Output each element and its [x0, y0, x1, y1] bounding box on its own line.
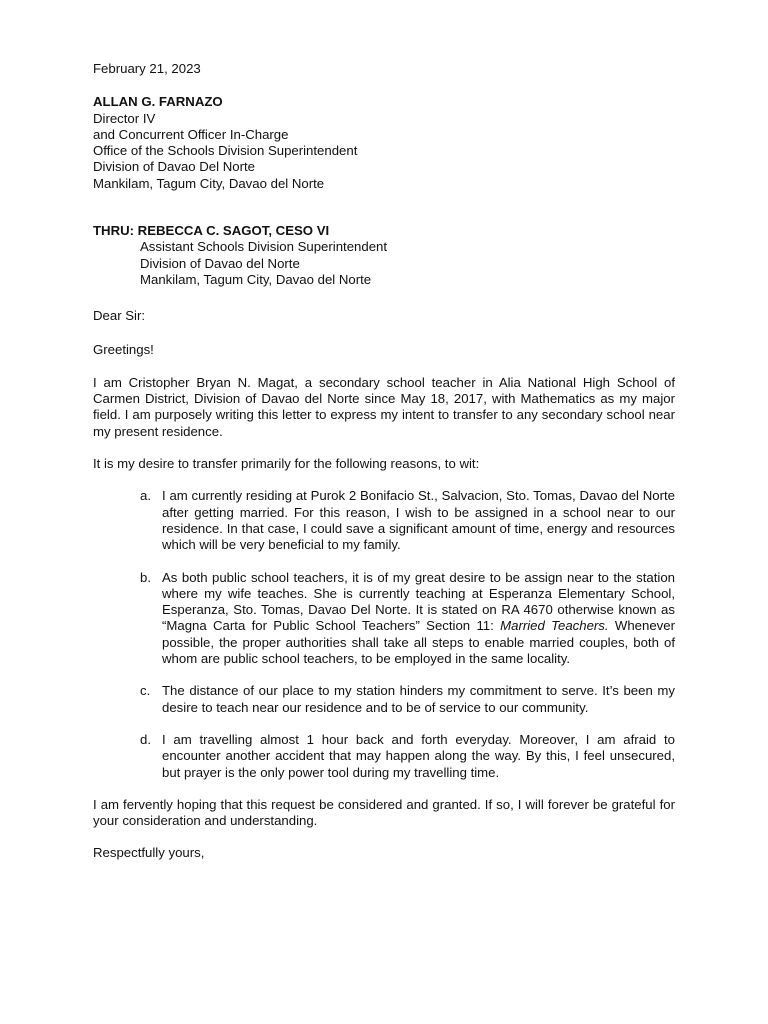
list-marker: b.: [140, 569, 151, 585]
addressee-line: Office of the Schools Division Superintendent: [93, 143, 358, 159]
thru-line: Division of Davao del Norte: [140, 255, 300, 271]
addressee-name: ALLAN G. FARNAZO: [93, 94, 223, 110]
reasons-lead: It is my desire to transfer primarily for the following reasons, to wit:: [93, 456, 480, 472]
thru-line: Mankilam, Tagum City, Davao del Norte: [140, 271, 372, 287]
reason-text: I am currently residing at Purok 2 Bonifacio St., Salvacion, Sto. Tomas, Davao del Norte after getting married. For this reason, I wish to be assigned in a school near to our residence. In that case, I could save a significant amount of time, energy and resources which will be very beneficial to my family.: [162, 488, 675, 553]
reason-text: As both public school teachers, it is of my great desire to be assign near to the station where my wife teaches. She is currently teaching at Esperanza Elementary School, Esperanza, Sto. Tomas, Davao Del Norte. It is stated on RA 4670 otherwise known as “Magna Carta for Public School Teachers” Section 11:: [162, 569, 675, 634]
reason-text: The distance of our place to my station hinders my commitment to serve. It’s been my desire to teach near our residence and to be of service to our community.: [162, 683, 675, 715]
list-item: [93, 488, 675, 553]
letter-date: February 21, 2023: [93, 61, 201, 76]
list-marker: a.: [140, 488, 151, 504]
thru-heading: THRU: REBECCA C. SAGOT, CESO VI: [93, 223, 330, 239]
addressee-block: [93, 94, 675, 192]
addressee-line: Division of Davao Del Norte: [93, 159, 255, 175]
greeting: Greetings!: [93, 341, 154, 357]
salutation: Dear Sir:: [93, 308, 146, 324]
reason-italic-text: Married Teachers.: [500, 618, 609, 634]
list-marker: c.: [140, 683, 151, 699]
addressee-line: Director IV: [93, 110, 156, 126]
list-item: [93, 570, 675, 668]
reason-text: Whenever possible, the proper authorities shall take all steps to enable married couples, both of whom are public school teachers, to be employed in the same locality.: [162, 618, 675, 667]
closing-paragraph: I am fervently hoping that this request be considered and granted. If so, I will forever be grateful for your consideration and understanding.: [93, 796, 675, 829]
list-marker: d.: [140, 731, 151, 747]
complimentary-close: Respectfully yours,: [93, 845, 205, 861]
thru-line: Assistant Schools Division Superintendent: [140, 239, 388, 255]
addressee-line: and Concurrent Officer In-Charge: [93, 126, 289, 142]
reasons-list: [93, 488, 675, 780]
list-item: [93, 683, 675, 716]
intro-paragraph: I am Cristopher Bryan N. Magat, a secondary school teacher in Alia National High School of Carmen District, Division of Davao del Norte since May 18, 2017, with Mathematics as my major field. I am purposely writing this letter to express my intent to transfer to any secondary school near my present residence.: [93, 374, 675, 439]
addressee-line: Mankilam, Tagum City, Davao del Norte: [93, 175, 325, 191]
list-item: [93, 732, 675, 781]
thru-block: [93, 223, 675, 288]
reason-text: I am travelling almost 1 hour back and forth everyday. Moreover, I am afraid to encounter another accident that may happen along the way. By this, I feel unsecured, but prayer is the only power tool during my travelling time.: [162, 731, 675, 780]
letter-page: [93, 61, 675, 862]
